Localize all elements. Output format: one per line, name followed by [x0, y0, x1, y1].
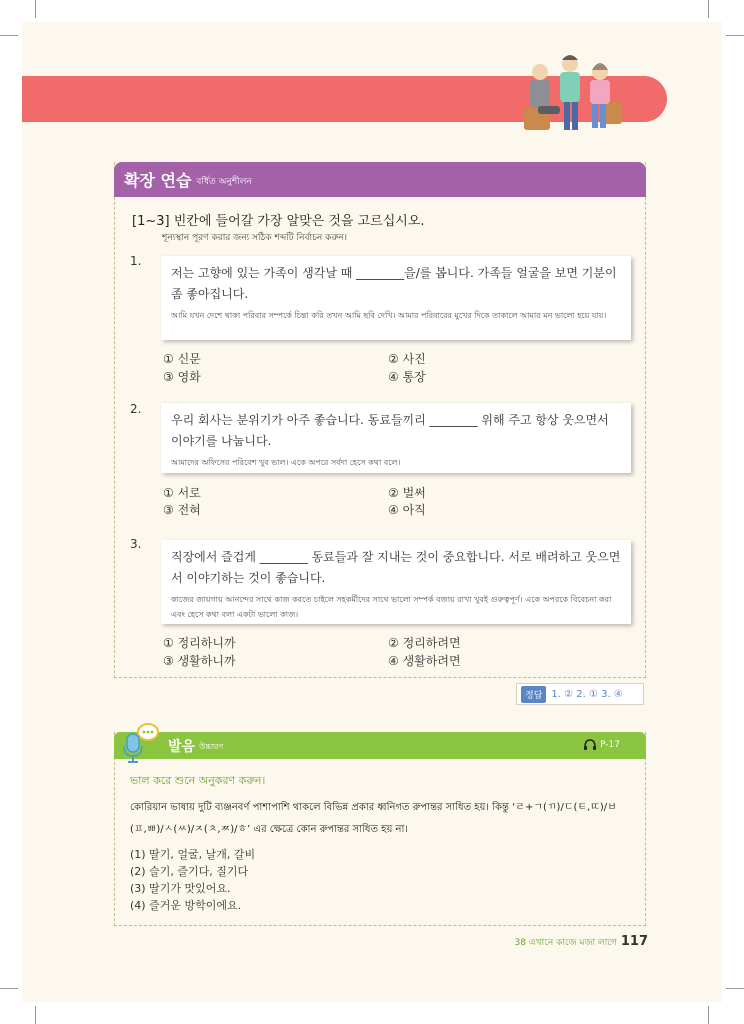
answer-text: 1. ② 2. ① 3. ④: [551, 688, 623, 700]
people-illustration: [520, 50, 630, 140]
option[interactable]: ④ 아직: [388, 503, 426, 517]
instruction-translation: শূন্যস্থান পূরণ করার জন্য সঠিক শব্দটি নির্বাচন করুন।: [162, 233, 347, 243]
question-number: 1.: [130, 254, 142, 268]
question-text: 저는 고향에 있는 가족이 생각날 때 ________을/를 봅니다. 가족들 얼굴을 보면 기분이 좀 좋아집니다.: [171, 266, 617, 301]
crop-mark: [35, 0, 36, 18]
pronunciation-description: কোরিয়ান ভাষায় দুটি ব্যঞ্জনবর্ণ পাশাপাশি থাকলে বিভিন্ন প্রকার ধ্বনিগত রুপান্তর সাধিত হয়। কিন্তু ‘ㄹ+ㄱ(ㄲ)/ㄷ(ㅌ,ㄸ)/ㅂ(ㅍ,ㅃ)/ㅅ(ㅆ)/ㅈ(ㅊ,ㅉ)/ㅎ’ এর ক্ষেত্রে কোন রুপান্তর সাধিত হয় না।: [130, 802, 617, 835]
question-number: 3.: [130, 537, 142, 551]
crop-mark: [726, 988, 744, 989]
pronunciation-subtitle: উচ্চারণ: [199, 741, 224, 751]
option[interactable]: ③ 전혀: [163, 503, 201, 517]
pronunciation-title: 발음: [168, 738, 196, 755]
answer-box: [516, 683, 644, 705]
instruction-text: [1~3] 빈칸에 들어갈 가장 알맞은 것을 고르십시오.: [132, 214, 425, 229]
headphones-icon: [583, 739, 597, 751]
audio-reference[interactable]: [583, 739, 620, 751]
crop-mark: [708, 0, 709, 18]
option[interactable]: ① 정리하니까: [163, 636, 236, 650]
question-translation: কাজের জায়গায় আনন্দের সাথে কাজ করতে চাইলে সহকর্মীদের সাথে ভালো সম্পর্ক বজায় রাখা খুবই গুরুত্বপূর্ণ। একে অপরকে বিবেচনা করা এবং হেসে কথা বলা একটা ভালো কাজ।: [171, 595, 612, 619]
option[interactable]: ③ 영화: [163, 370, 201, 384]
option[interactable]: ④ 통장: [388, 370, 426, 384]
option[interactable]: ② 사진: [388, 352, 426, 366]
section-subtitle: বর্ধিত অনুশীলন: [196, 176, 252, 187]
microphone-icon: [120, 722, 160, 764]
question-translation: আমাদের অফিসের পরিবেশ খুব ভাল। একে অপরে সর্বদা হেসে কথা বলে।: [171, 458, 401, 467]
example-line: (1) 딸기, 얼굴, 날개, 갈비: [130, 848, 256, 861]
crop-mark: [0, 988, 18, 989]
answer-label: 정답: [521, 686, 546, 703]
listen-instruction: ভাল করে শুনে অনুকরণ করুন।: [130, 774, 266, 787]
option[interactable]: ④ 생활하려면: [388, 654, 461, 668]
question-card: [161, 256, 631, 340]
option[interactable]: ② 정리하려면: [388, 636, 461, 650]
pronunciation-header: [114, 732, 646, 759]
option[interactable]: ② 벌써: [388, 486, 426, 500]
question-card: [161, 540, 631, 624]
example-line: (4) 즐거운 방학이에요.: [130, 899, 242, 912]
question-text: 직장에서 즐겁게 ________ 동료들과 잘 지내는 것이 중요합니다. 서로 배려하고 웃으면서 이야기하는 것이 좋습니다.: [171, 550, 621, 585]
option[interactable]: ③ 생활하니까: [163, 654, 236, 668]
crop-mark: [0, 35, 18, 36]
crop-mark: [35, 1006, 36, 1024]
practice-section-header: [114, 162, 646, 197]
audio-track-number: P-17: [600, 740, 620, 750]
chapter-title: 38 এখানে কাজে মজা লাগে: [514, 938, 617, 948]
example-line: (3) 딸기가 맛있어요.: [130, 882, 231, 895]
example-line: (2) 슬기, 즐기다, 질기다: [130, 865, 249, 878]
section-title: 확장 연습: [124, 171, 192, 190]
crop-mark: [708, 1006, 709, 1024]
question-text: 우리 회사는 분위기가 아주 좋습니다. 동료들끼리 ________ 위해 주고 항상 웃으면서 이야기를 나눕니다.: [171, 413, 609, 448]
option[interactable]: ① 신문: [163, 352, 201, 366]
option[interactable]: ① 서로: [163, 486, 201, 500]
crop-mark: [726, 35, 744, 36]
page-number: 117: [620, 934, 648, 949]
page-footer: [515, 934, 648, 950]
question-number: 2.: [130, 402, 142, 416]
question-card: [161, 403, 631, 473]
question-translation: আমি যখন দেশে থাকা পরিবার সম্পর্কে চিন্তা করি তখন আমি ছবি দেখি। আমার পরিবারের মুখের দিকে তাকালে আমার মন ভালো হয়ে যায়।: [171, 311, 607, 320]
